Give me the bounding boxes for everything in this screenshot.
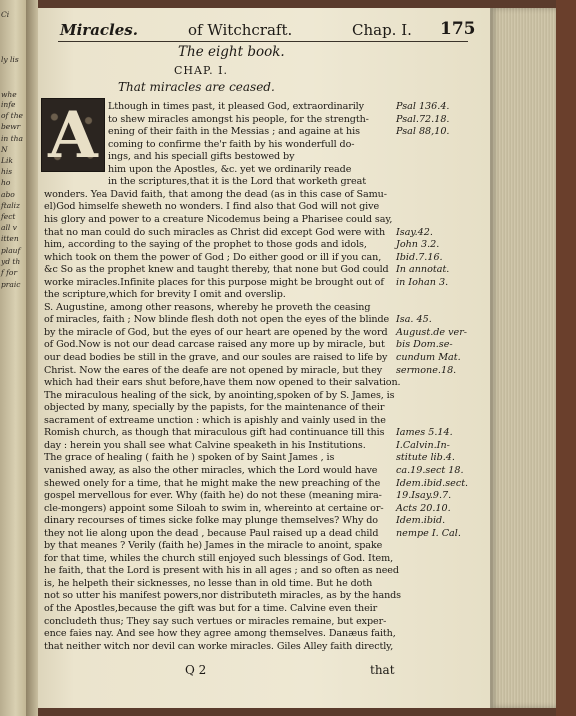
left-fragment: f for [1,268,18,277]
text-line: el)God himselfe sheweth no wonders. I find also that God will not give [44,201,380,213]
text-line: to shew miracles amongst his people, for the strength- [108,113,369,125]
left-fragment: Lik [1,156,13,165]
page-number: 175 [440,19,476,39]
margin-note: In annotat. [396,264,450,276]
text-line: Lthough in times past, it pleased God, extraordinarily [108,101,364,112]
margin-note: Psal 136.4. [396,101,450,112]
text-line: The miraculous healing of the sick, by anointing,spoken of by S. James, is [44,389,395,401]
catchword: that [370,663,395,677]
text-line: objected by many, specially by the papists, for the maintenance of their [44,402,385,414]
drop-cap-letter: A [48,98,98,173]
text-line: gospel mervellous for ever. Why (faith he) do not these (meaning mira- [44,490,382,502]
left-fragment: infe [1,100,16,109]
text-line: our dead bodies be still in the grave, and our soules are raised to life by [44,352,388,363]
left-fragment: bewr [1,122,21,131]
book-cover-edge [556,0,576,716]
left-fragment: whe [1,90,17,99]
margin-note: John 3.2. [396,239,440,251]
book-title: The eight book. [178,44,285,60]
margin-note: Iames 5.14. [396,427,453,439]
margin-note: nempe I. Cal. [396,527,461,539]
left-fragment: itten [1,234,19,243]
text-line: worke miracles.Infinite places for this purpose might be brought out of [44,276,384,288]
margin-note: Acts 20.10. [396,502,451,514]
text-line: dinary recourses of times sicke folke may plunge themselves? Why do [44,515,378,527]
left-fragment: his [1,167,13,176]
text-line: not so utter his manifest powers,nor distributeth miracles, as by the hands [44,590,402,602]
left-fragment: fect [1,212,16,221]
text-line: ings, and his speciall gifts bestowed by [108,151,295,163]
text-line: Christ. Now the eares of the deafe are not opened by miracle, but they [44,364,383,376]
book-page [38,8,490,708]
book-gutter [26,0,38,716]
left-fragment: in tha [1,134,23,143]
text-line: by that meanes ? Verily (faith he) James in the miracle to anoint, spake [44,540,383,552]
running-head-title: of Witchcraft. [188,21,293,39]
left-fragment: of the [1,111,23,120]
left-fragment: Ci [1,10,10,19]
text-line: of the Apostles,because the gift was but for a time. Calvine even their [44,603,378,614]
text-line: his glory and power to a creature Nicodemus being a Pharisee could say, [44,213,393,225]
left-fragment: plauf [1,246,21,255]
left-fragment: ftaliz [1,201,21,210]
text-line: &c So as the prophet knew and taught thereby, that none but God could [44,264,389,276]
text-line: Romish church, as though that miraculous gift had continuance till this [44,427,385,439]
text-line: of God.Now is not our dead carcase raised any more up by miracle, but [44,339,385,351]
text-line: ening of their faith in the Messias ; and againe at his [108,126,360,138]
margin-note: sermone.18. [396,364,457,376]
text-line: The grace of healing ( faith he ) spoken of by Saint James , is [44,452,335,464]
margin-note: stitute lib.4. [396,452,455,464]
left-fragment: ho [1,178,11,187]
text-line: day : herein you shall see what Calvine speaketh in his Institutions. [44,439,366,451]
margin-note: Idem.ibid.sect. [396,477,469,489]
text-line: concludeth thus; They say such vertues or miracles remaine, but exper- [44,615,387,627]
chapter-label: CHAP. I. [174,64,228,77]
text-line: which took on them the power of God ; Do either good or ill if you can, [44,251,382,263]
text-line: by the miracle of God, but the eyes of our heart are opened by the word [44,326,388,338]
margin-note: Isa. 45. [396,314,432,326]
text-line: coming to confirme the'r faith by his wonderfull do- [108,138,355,150]
header-rule [58,41,468,42]
text-line: for that time, whiles the church still enjoyed such blessings of God. Item, [44,552,394,564]
left-fragment: yd th [1,257,21,266]
margin-note: ca.19.sect 18. [396,464,464,476]
margin-note: Psal 88,10. [396,126,450,138]
signature-mark: Q 2 [185,663,207,677]
left-fragment: all v [1,223,17,232]
left-fragment: abo [1,190,15,199]
margin-note: Idem.ibid. [396,515,446,527]
text-line: him upon the Apostles, &c. yet we ordinarily reade [108,163,352,175]
margin-note: cundum Mat. [396,352,461,363]
text-line: he faith, that the Lord is present with his in all ages ; and so often as need [44,565,399,577]
margin-note: August.de ver- [396,326,468,338]
text-line: ence faies nay. And see how they agree among themselves. Danæus faith, [44,628,396,640]
text-line: cle-mongers) appoint some Siloah to swim in, whereinto at certaine or- [44,502,384,514]
text-line: shewed onely for a time, that he might make the new preaching of the [44,477,381,489]
margin-note: Isay.42. [396,226,433,238]
margin-note: bis Dom.se- [396,339,453,351]
margin-note: Ibid.7.16. [396,251,443,263]
text-line: the scripture,which for brevity I omit and overslip. [44,289,286,301]
running-head-section: Miracles. [60,21,138,39]
text-line: of miracles, faith ; Now blinde flesh doth not open the eyes of the blinde [44,314,390,326]
text-line: in the scriptures,that it is the Lord that worketh great [108,176,366,188]
text-line: is, he helpeth their sicknesses, no lesse than in old time. But he doth [44,577,373,589]
chapter-subtitle: That miracles are ceased. [118,80,275,94]
text-line: sacrament of extreame unction : which is apishly and vainly used in the [44,414,386,426]
text-line: that neither witch nor devil can worke miracles. Giles Alley faith directly, [44,640,394,652]
margin-note: in Iohan 3. [396,276,449,288]
left-fragment: N [1,145,8,154]
left-fragment: ly lis [1,55,19,64]
text-line: vanished away, as also the other miracles, which the Lord would have [44,464,378,476]
text-line: which had their ears shut before,have them now opened to their salvation. [44,377,401,389]
left-page-edge [0,0,26,716]
page-edges [490,8,556,708]
text-line: S. Augustine, among other reasons, whereby he proveth the ceasing [44,301,371,313]
margin-note: Psal.72.18. [396,113,450,125]
margin-note: I.Calvin.In- [396,439,450,451]
margin-note: 19.Isay.9.7. [396,490,452,502]
left-fragment: praic [1,280,21,289]
text-line: they not lie along upon the dead , because Paul raised up a dead child [44,527,379,539]
running-head-chapter: Chap. I. [352,21,412,39]
text-line: that no man could do such miracles as Christ did except God were with [44,226,386,238]
drop-cap-initial [41,98,105,172]
text-line: wonders. Yea David faith, that among the dead (as in this case of Samu- [44,188,387,200]
text-line: him, according to the saying of the prophet to those gods and idols, [44,239,367,251]
